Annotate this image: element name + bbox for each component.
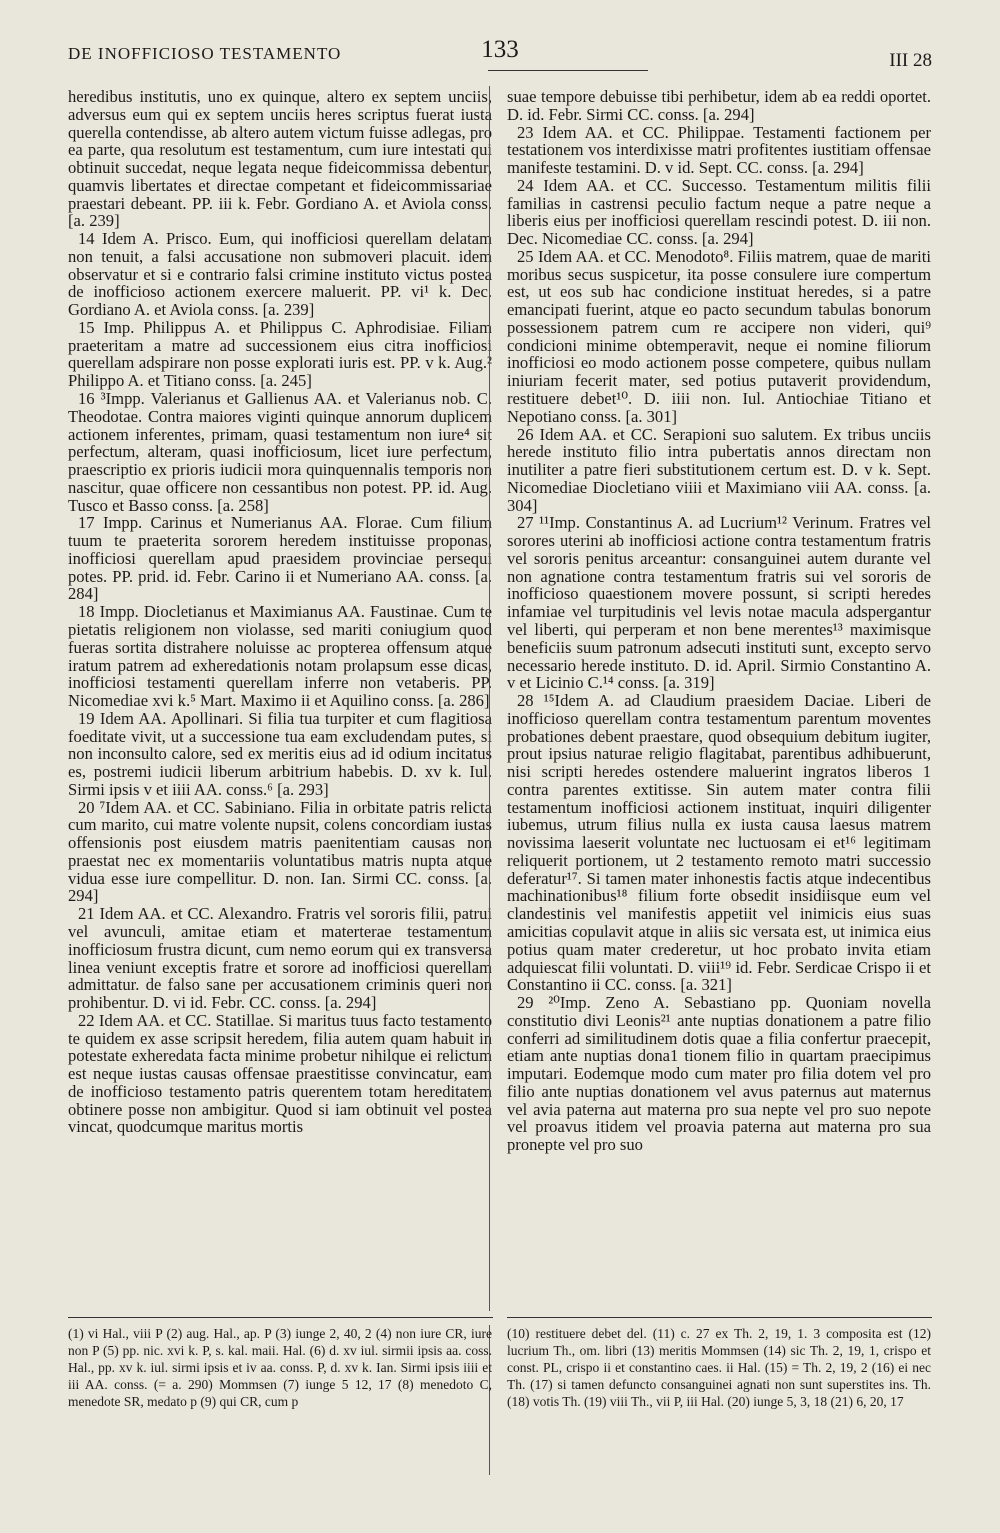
footnotes-left: (1) vi Hal., viii P (2) aug. Hal., ap. P (3) iunge 2, 40, 2 (4) non iure CR, iure non P (5) pp. nic. xvi k. P, s. kal. maii. Hal. (6) d. xv iul. sirmii ipsis aa. coss. Hal., pp. xv k. iul. sirmi ipsis et iv aa. conss. P, d. xv k. Ian. Sirmi ipsis iiii et iii AA. conss. (= a. 290) Mommsen (7) iunge 5 12, 17 (8) menedoto C, menedote SR, medato p (9) qui CR, cum p xyxy=(68,1326,492,1409)
paragraph: 28 ¹⁵Idem A. ad Claudium praesidem Daciae. Liberi de inofficioso querellam contra testamentum parentum moventes probationes debent praestare, quod obsequium debitum iugiter, prout ipsius naturae religio flagitabat, parentibus adhibuerunt, nisi scripti heredes ostendere maluerint ingratos liberos 1 contra parentes extitisse. Sin autem mater contra filii testamentum inofficiosi actionem instituat, inquiri diligenter iubemus, utrum filius nulla ex iusta causa laesus matrem novissima laeserit voluntate nec luctuosam ei et¹⁶ legitimam reliquerit portionem, ut 2 testamento remoto matri successio deferatur¹⁷. Si tamen mater inhonestis factis atque indecentibus machinationibus¹⁸ filium forte obsedit insidiisque eum vel clandestinis vel manifestis appetiit vel inimicis eius suas amicitias copulavit atque in aliis sic versata est, ut inimica eius potius quam mater crederetur, ut hoc probato invita etiam adquiescat filii voluntati. D. viii¹⁹ id. Febr. Serdicae Crispo ii et Constantino ii CC. conss. [a. 321] xyxy=(507,691,931,995)
paragraph: 14 Idem A. Prisco. Eum, qui inofficiosi querellam delatam non tenuit, a falsi accusatione non submoveri placuit. idem observatur et si e contrario falsi crimine instituto victus postea de inofficioso actionem exercere maluerit. PP. vi¹ k. Dec. Gordiano A. et Aviola conss. [a. 239] xyxy=(68,229,492,320)
running-title: DE INOFFICIOSO TESTAMENTO xyxy=(68,44,342,63)
footnotes-right: (10) restituere debet del. (11) c. 27 ex Th. 2, 19, 1. 3 composita est (12) lucrium Th., om. libri (13) meritis Mommsen (14) sic Th. 2, 19, 1, crispo et const. PL, crispo ii et constantino caes. ii Hal. (15) = Th. 2, 19, 2 (16) ei nec Th. (17) si tamen defuncto consanguinei agnati non sunt superstites ins. Th. (18) votis Th. (19) viii Th., vii P, iii Hal. (20) iunge 5, 3, 18 (21) 6, 20, 17 xyxy=(507,1326,931,1409)
column-divider xyxy=(489,86,490,1311)
paragraph: suae tempore debuisse tibi perhibetur, idem ab ea reddi oportet. D. id. Febr. Sirmi CC. conss. [a. 294] xyxy=(507,87,931,124)
paragraph: 23 Idem AA. et CC. Philippae. Testamenti factionem per testationem vos interdixisse matri profitentes iustitiam offensae manifeste testamini. D. v id. Sept. CC. conss. [a. 294] xyxy=(507,122,931,178)
right-column xyxy=(507,88,931,1154)
paragraph: 25 Idem AA. et CC. Menodoto⁸. Filiis matrem, quae de mariti moribus secus suspicetur, ita posse consulere iure compertum est, ut eos sub hac condicione instituat heredes, si a patre emancipati fuerint, atque eo pacto secundum tabulas bonorum possessionem patrem cum re accipere non videri, qui⁹ condicioni minime obtemperavit, neque ei nomine filiorum inofficiosi eo modo actionem posse competere, quibus nullam iniuriam fecerit mater, sed potius putaverit providendum, restituere debet¹⁰. D. iiii non. Iul. Antiochiae Titiano et Nepotiano conss. [a. 301] xyxy=(507,246,931,426)
paragraph: 22 Idem AA. et CC. Statillae. Si maritus tuus facto testamento te quidem ex asse scripsit heredem, filia autem quam habuit in potestate exheredata facta minime probetur nihilque ei relictum est neque iustas causas offensae praestitisse convincatur, eam de inofficioso testamento patris querentem totam hereditatem obtinere posse non ambigitur. Quod si iam obtinuit vel postea vincat, quodcumque maritus mortis xyxy=(68,1010,492,1137)
running-head xyxy=(68,36,932,76)
section-reference: III 28 xyxy=(889,50,932,71)
paragraph: 16 ³Impp. Valerianus et Gallienus AA. et Valerianus nob. C. Theodotae. Contra maiores viginti quinque annorum duplicem actionem inferentes, primam, quasi testamentum non iure⁴ sit perfectum, alteram, quasi inofficiosum, licet iure perfectum, praescriptio ex prioris iudicii mora quinquennalis temporis non nascitur, quae officere non cessantibus non potest. PP. id. Aug. Tusco et Basso conss. [a. 258] xyxy=(68,389,492,515)
left-column xyxy=(68,88,492,1136)
paragraph: 19 Idem AA. Apollinari. Si filia tua turpiter et cum flagitiosa foeditate vivit, ut a successione tua eam excludendam putes, si non inconsulto calore, sed ex meritis eius ad id odium incitatus es, postremi iudicii liberum arbitrium habebis. D. xv k. Iul. Sirmi ipsis v et iiii AA. conss.⁶ [a. 293] xyxy=(68,708,492,799)
footnote-rule xyxy=(507,1317,932,1318)
footnote-rule xyxy=(68,1317,493,1318)
paragraph: 21 Idem AA. et CC. Alexandro. Fratris vel sororis filii, patrui vel avunculi, amitae etiam et materterae testamentum inofficiosum frustra dicunt, cum nemo eorum qui ex transversa linea veniunt exceptis fratre et sorore ad inofficiosi querellam admittatur. de falso sane per accusationem criminis queri non prohibentur. D. vi id. Febr. CC. conss. [a. 294] xyxy=(68,904,492,1013)
paragraph: 26 Idem AA. et CC. Serapioni suo salutem. Ex tribus unciis herede instituto filio intra pubertatis annos directam non inutiliter a patre fieri substitutionem certum est. D. v k. Sept. Nicomediae Diocletiano viiii et Maximiano viii AA. conss. [a. 304] xyxy=(507,424,931,515)
paragraph: 17 Impp. Carinus et Numerianus AA. Florae. Cum filium tuum te praeterita sororem heredem instituisse proponas, inofficiosi querellam apud praesidem provinciae persequi potes. PP. prid. id. Febr. Carino ii et Numeriano AA. conss. [a. 284] xyxy=(68,513,492,604)
paragraph: 18 Impp. Diocletianus et Maximianus AA. Faustinae. Cum te pietatis religionem non violasse, sed mariti coniugium quod fueras sortita distrahere noluisse ac propterea offensum atque iratum patrem ad exheredationis notam prolapsum esse dicas, inofficiosi testamenti querellam inferre non vetaberis. PP. Nicomediae xvi k.⁵ Mart. Maximo ii et Aquilino conss. [a. 286] xyxy=(68,602,492,711)
paragraph: 29 ²⁰Imp. Zeno A. Sebastiano pp. Quoniam novella constitutio divi Leonis²¹ ante nuptias donationem a patre filio conferri ad similitudinem dotis quae a filia confertur praecepit, etiam ante nuptias dona1 tionem filio in quartam praecipimus imputari. Eodemque modo cum mater pro filia dotem vel pro filio ante nuptias donationem vel avus paternus aut maternus vel avia paterna aut materna pro sua nepte vel pro suo nepote vel proavus itidem vel proavia paterna aut materna pro sua pronepte vel pro suo xyxy=(507,993,931,1155)
paragraph: 20 ⁷Idem AA. et CC. Sabiniano. Filia in orbitate patris relicta cum marito, cui matre volente nupsit, colens concordiam iustas offensionis post eiusdem matris paenitentiam causas non praestat nec ex momentariis voluntatibus matris nupta atque vidua esse iure compellitur. D. non. Ian. Sirmi CC. conss. [a. 294] xyxy=(68,797,492,906)
paragraph: heredibus institutis, uno ex quinque, altero ex septem unciis, adversus eum qui ex septem unciis heres scriptus fuerat iusta querella contendisse, ab altero autem victum fuisse adlegas, pro ea parte, qua resolutum est testamentum, cum iure intestati qui obtinuit succedat, neque legata neque fideicommissa debentur, quamvis libertates et directae competant et fideicommissariae praestari debeant. PP. iii k. Febr. Gordiano A. et Aviola conss. [a. 239] xyxy=(68,87,492,231)
header-rule xyxy=(488,70,648,71)
paragraph: 24 Idem AA. et CC. Successo. Testamentum militis filii familias in castrensi peculio factum neque a patre neque a liberis eius per inofficiosi querellam rescindi potest. D. iii non. Dec. Nicomediae CC. conss. [a. 294] xyxy=(507,175,931,249)
page-number: 133 xyxy=(481,36,519,63)
paragraph: 15 Imp. Philippus A. et Philippus C. Aphrodisiae. Filiam praeteritam a matre ad successionem eius citra inofficiosi querellam adspirare non posse explorati iuris est. PP. v k. Aug.² Philippo A. et Titiano conss. [a. 245] xyxy=(68,317,492,391)
paragraph: 27 ¹¹Imp. Constantinus A. ad Lucrium¹² Verinum. Fratres vel sorores uterini ab inofficiosi actione contra testamentum fratris vel sororis penitus arceantur: consanguinei autem durante vel non agnatione contra testamentum fratris sui vel sororis de inofficioso quaestionem movere possunt, si scripti heredes infamiae vel turpitudinis vel levis notae macula adspergantur vel liberti, qui perperam et non bene merentes¹³ maximisque beneficiis suum patronum adsecuti instituti sunt, excepto servo necessario herede instituto. D. id. April. Sirmio Constantino A. v et Licinio C.¹⁴ conss. [a. 319] xyxy=(507,513,931,693)
